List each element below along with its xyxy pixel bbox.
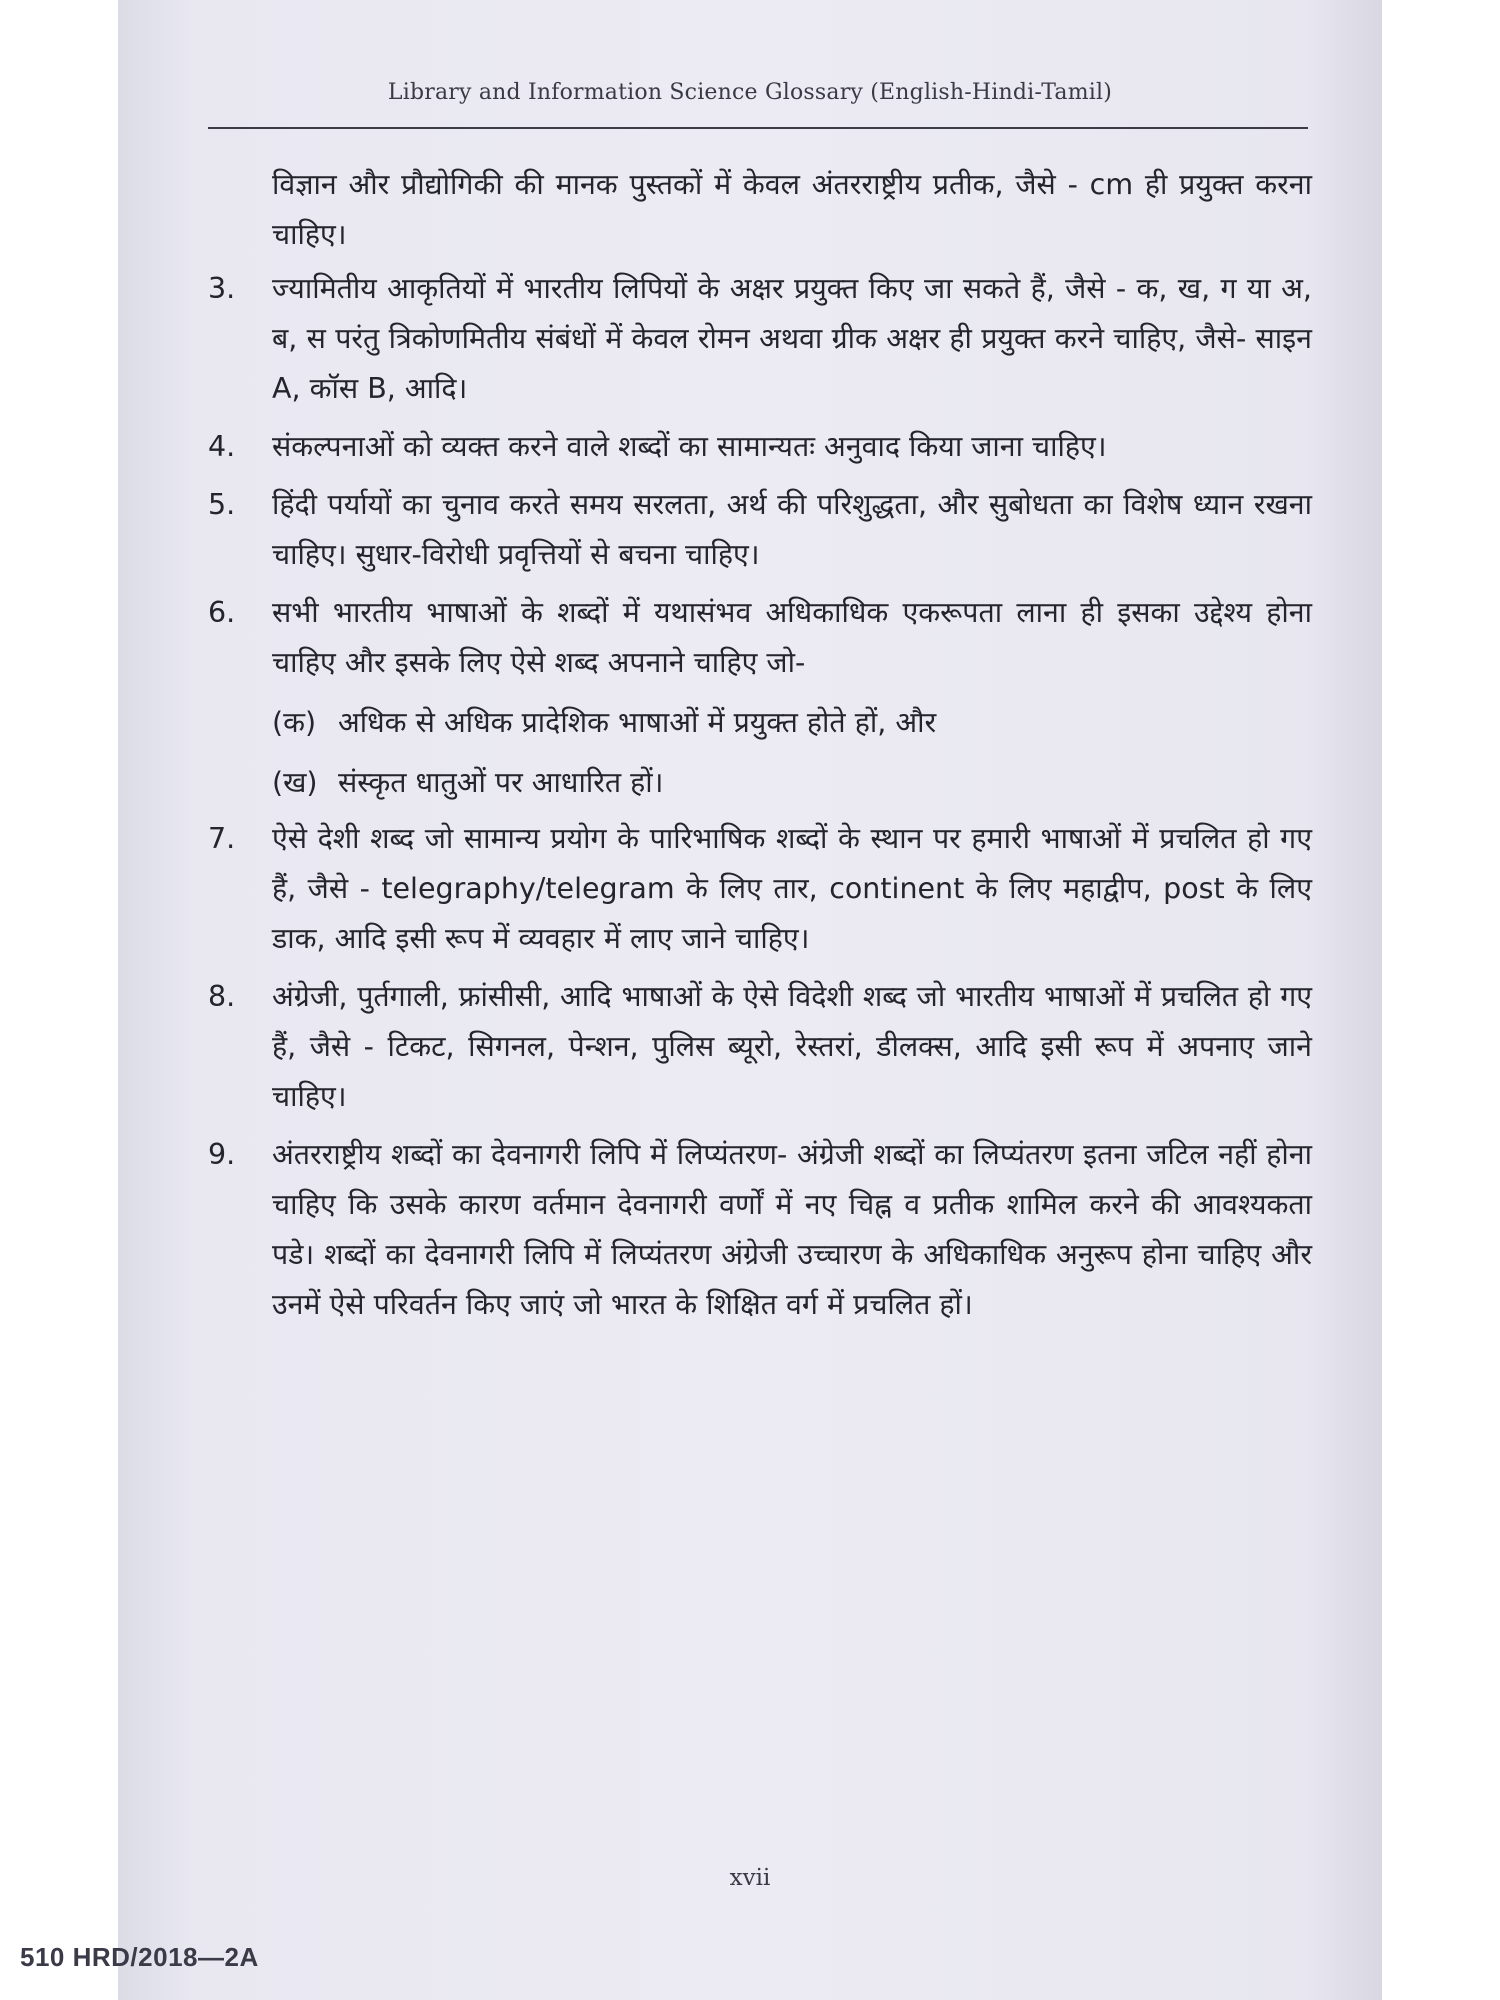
item-number: 3. (208, 272, 236, 305)
item-number: 4. (208, 430, 236, 463)
item-text: अंग्रेजी, पुर्तगाली, फ्रांसीसी, आदि भाषाओं के ऐसे विदेशी शब्द जो भारतीय भाषाओं में प्रचलित हो गए हैं, जैसे - टिकट, सिगनल, पेन्शन, पुलिस ब्यूरो, रेस्तरां, डीलक्स, आदि इसी रूप में अपनाए जाने चाहिए। (272, 980, 1312, 1113)
list-item (208, 422, 1312, 472)
list-item (208, 588, 1312, 688)
item-number: 5. (208, 488, 236, 521)
sub-item-text: संस्कृत धातुओं पर आधारित हों। (338, 766, 664, 799)
item-text: संकल्पनाओं को व्यक्त करने वाले शब्दों का सामान्यतः अनुवाद किया जाना चाहिए। (272, 430, 1107, 463)
sub-list-item (272, 758, 1312, 808)
item-text: सभी भारतीय भाषाओं के शब्दों में यथासंभव अधिकाधिक एकरूपता लाना ही इसका उद्देश्य होना चाहिए और इसके लिए ऐसे शब्द अपनाने चाहिए जो- (272, 596, 1312, 679)
list-item (208, 480, 1312, 580)
item-number: 6. (208, 596, 236, 629)
item-number: 7. (208, 822, 236, 855)
printer-imprint: 510 HRD/2018—2A (20, 1942, 259, 1972)
item-text: हिंदी पर्यायों का चुनाव करते समय सरलता, अर्थ की परिशुद्धता, और सुबोधता का विशेष ध्यान रखना चाहिए। सुधार-विरोधी प्रवृत्तियों से बचना चाहिए। (272, 488, 1312, 571)
page-number: xvii (729, 1865, 771, 1891)
continued-paragraph: विज्ञान और प्रौद्योगिकी की मानक पुस्तकों में केवल अंतरराष्ट्रीय प्रतीक, जैसे - cm ही प्रयुक्त करना चाहिए। (272, 168, 1312, 251)
item-text: अंतरराष्ट्रीय शब्दों का देवनागरी लिपि में लिप्यंतरण- अंग्रेजी शब्दों का लिप्यंतरण इतना जटिल नहीं होना चाहिए कि उसके कारण वर्तमान देवनागरी वर्णों में नए चिह्न व प्रतीक शामिल करने की आवश्यकता पडे। शब्दों का देवनागरी लिपि में लिप्यंतरण अंग्रेजी उच्चारण के अधिकाधिक अनुरूप होना चाहिए और उनमें ऐसे परिवर्तन किए जाएं जो भारत के शिक्षित वर्ग में प्रचलित हों। (272, 1138, 1312, 1321)
list-item (208, 972, 1312, 1122)
running-header: Library and Information Science Glossary (English-Hindi-Tamil) (387, 80, 1113, 105)
item-number: 9. (208, 1138, 236, 1171)
sub-item-label: (ख) (272, 766, 318, 799)
book-page (118, 0, 1382, 2000)
item-text: ज्यामितीय आकृतियों में भारतीय लिपियों के अक्षर प्रयुक्त किए जा सकते हैं, जैसे - क, ख, ग या अ, ब, स परंतु त्रिकोणमितीय संबंधों में केवल रोमन अथवा ग्रीक अक्षर ही प्रयुक्त करने चाहिए, जैसे- साइन A, कॉस B, आदि। (272, 272, 1312, 405)
item-number: 8. (208, 980, 236, 1013)
item-text: ऐसे देशी शब्द जो सामान्य प्रयोग के पारिभाषिक शब्दों के स्थान पर हमारी भाषाओं में प्रचलित हो गए हैं, जैसे - telegraphy/telegram के लिए तार, continent के लिए महाद्वीप, post के लिए डाक, आदि इसी रूप में व्यवहार में लाए जाने चाहिए। (272, 822, 1312, 955)
sub-item-label: (क) (272, 706, 317, 739)
list-item (208, 1130, 1312, 1330)
sub-list-item (272, 698, 1312, 748)
list-item (208, 814, 1312, 964)
header-rule (208, 127, 1308, 129)
list-item (208, 264, 1312, 414)
page-body (208, 160, 1312, 1338)
sub-item-text: अधिक से अधिक प्रादेशिक भाषाओं में प्रयुक्त होते हों, और (338, 706, 937, 739)
